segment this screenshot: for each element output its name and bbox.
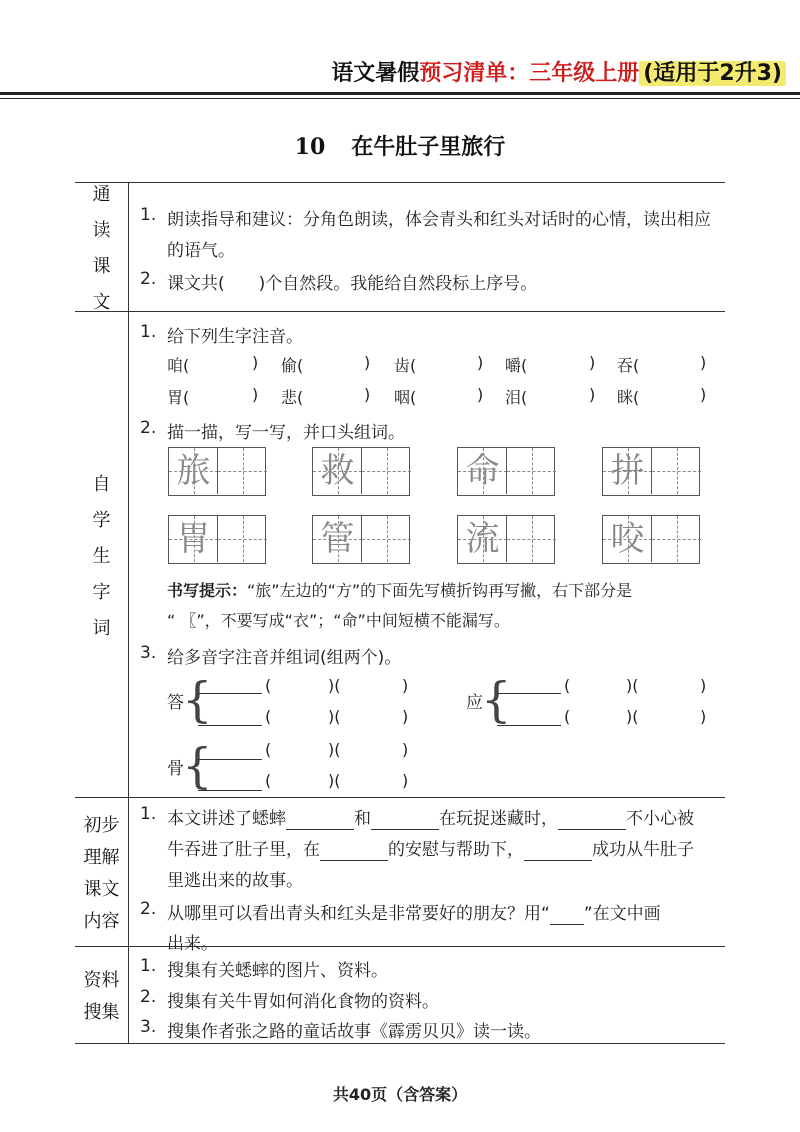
pinyin-char: 咽( [394, 388, 417, 407]
pinyin-char: 齿( [394, 356, 417, 375]
pinyin-paren: ) [402, 676, 409, 695]
item-number: 3. [140, 1017, 157, 1037]
pinyin-paren: ( [265, 707, 272, 726]
pinyin-paren: ) [252, 353, 259, 372]
page-footer: 共40页（含答案） [332, 1085, 468, 1104]
item-number: 2. [140, 418, 157, 438]
writing-grid[interactable] [168, 447, 266, 496]
writing-grid[interactable] [602, 515, 700, 564]
item-number: 1. [140, 956, 157, 976]
answer-blank[interactable] [550, 904, 584, 925]
writing-grid[interactable] [312, 515, 410, 564]
trace-character: 拼 [610, 451, 645, 491]
table-bottom-line [75, 1043, 725, 1044]
section-label-research: 资料 搜集 [83, 970, 120, 1023]
friendship-question-line2: 出来。 [167, 934, 218, 954]
section-label-read: 通 读 课 文 [92, 184, 111, 313]
trace-instruction: 描一描，写一写，并口头组词。 [167, 423, 405, 443]
pinyin-paren: ) [364, 353, 371, 372]
research-item: 搜集有关蟋蟀的图片、资料。 [167, 961, 388, 981]
pinyin-paren: ) [252, 385, 259, 404]
trace-character: 咬 [610, 519, 645, 559]
answer-blank[interactable] [198, 776, 262, 791]
writing-tip-line2: “ 〖”，不要写成“衣”；“命”中间短横不能漏写。 [167, 611, 510, 630]
pinyin-paren: ) [589, 353, 596, 372]
trace-character: 流 [465, 519, 500, 559]
pinyin-paren: ) [589, 385, 596, 404]
pinyin-paren: )( [626, 707, 639, 726]
trace-character: 胃 [176, 519, 211, 559]
pinyin-paren: ) [700, 385, 707, 404]
paragraph-count-question: 课文共( )个自然段。我能给自然段标上序号。 [167, 274, 538, 294]
pinyin-char: 咱( [167, 356, 190, 375]
answer-blank[interactable] [558, 809, 626, 830]
item-number: 1. [140, 205, 157, 225]
pinyin-char: 眯( [617, 388, 640, 407]
pinyin-paren: ( [265, 676, 272, 695]
item-number: 2. [140, 987, 157, 1007]
pinyin-paren: ) [700, 353, 707, 372]
pinyin-char: 胃( [167, 388, 190, 407]
story-summary-line3: 里逃出来的故事。 [167, 871, 303, 891]
section-label-understanding: 初步 理解 课文 内容 [83, 815, 120, 932]
section-label-characters: 自 学 生 字 词 [92, 473, 111, 639]
pinyin-paren: ) [402, 740, 409, 759]
header-rule-thick [0, 92, 800, 95]
pinyin-paren: )( [626, 676, 639, 695]
pinyin-paren: ( [265, 771, 272, 790]
pinyin-char: 偷( [281, 356, 304, 375]
reading-guidance-line2: 的语气。 [167, 241, 235, 261]
lesson-name: 在牛肚子里旅行 [351, 134, 506, 160]
reading-guidance-line1: 朗读指导和建议：分角色朗读，体会青头和红头对话时的心情，读出相应 [167, 210, 711, 230]
pinyin-paren: ) [402, 771, 409, 790]
writing-grid[interactable] [602, 447, 700, 496]
answer-blank[interactable] [198, 745, 262, 760]
answer-blank[interactable] [198, 679, 262, 694]
polyphone-char: 应 [466, 693, 483, 713]
lesson-number: 10 [294, 134, 326, 160]
research-item: 搜集有关牛胃如何消化食物的资料。 [167, 992, 439, 1012]
trace-character: 救 [320, 451, 355, 491]
pinyin-paren: ) [700, 676, 707, 695]
brace-icon: { [182, 672, 213, 728]
pinyin-paren: ) [477, 385, 484, 404]
header-rule-thin [0, 98, 800, 99]
item-number: 2. [140, 269, 157, 289]
writing-grid[interactable] [168, 515, 266, 564]
item-number: 3. [140, 643, 157, 663]
brace-icon: { [481, 672, 512, 728]
header-part1: 语文暑假 [331, 61, 420, 86]
pinyin-char: 泪( [505, 388, 528, 407]
research-item: 搜集作者张之路的童话故事《霹雳贝贝》读一读。 [167, 1022, 541, 1042]
answer-blank[interactable] [320, 840, 388, 861]
header-title [331, 56, 786, 87]
polyphone-instruction: 给多音字注音并组词(组两个)。 [167, 648, 402, 668]
story-summary-line1: 本文讲述了蟋蟀 和 在玩捉迷藏时， 不小心被 [167, 809, 694, 829]
pinyin-instruction: 给下列生字注音。 [167, 327, 303, 347]
table-divider-2 [75, 797, 725, 798]
pinyin-char: 悲( [281, 388, 304, 407]
story-summary-line2: 牛吞进了肚子里，在 的安慰与帮助下， 成功从牛肚子 [167, 840, 694, 860]
pinyin-paren: ( [265, 740, 272, 759]
writing-tip-label: 书写提示： [167, 581, 248, 600]
pinyin-paren: )( [328, 740, 341, 759]
pinyin-paren: ) [477, 353, 484, 372]
item-number: 1. [140, 804, 157, 824]
pinyin-paren: )( [328, 676, 341, 695]
brace-icon: { [182, 738, 213, 794]
table-top-line [75, 182, 725, 183]
polyphone-char: 骨 [167, 759, 184, 779]
pinyin-paren: ( [564, 676, 571, 695]
item-number: 1. [140, 322, 157, 342]
pinyin-char: 吞( [617, 356, 640, 375]
polyphone-char: 答 [167, 693, 184, 713]
answer-blank[interactable] [524, 840, 592, 861]
pinyin-paren: )( [328, 771, 341, 790]
pinyin-paren: ) [364, 385, 371, 404]
writing-tip-line1 [167, 578, 632, 601]
pinyin-char: 嚼( [505, 356, 528, 375]
header-part2: 预习清单：三年级上册 [419, 61, 640, 86]
table-divider-1 [75, 311, 725, 312]
pinyin-paren: ) [700, 707, 707, 726]
answer-blank[interactable] [286, 809, 354, 830]
pinyin-paren: )( [328, 707, 341, 726]
answer-blank[interactable] [497, 679, 561, 694]
writing-grid[interactable] [457, 515, 555, 564]
header-badge: (适用于2升3) [639, 61, 786, 86]
trace-character: 旅 [176, 451, 211, 491]
answer-blank[interactable] [371, 809, 439, 830]
answer-blank[interactable] [198, 711, 262, 726]
item-number: 2. [140, 899, 157, 919]
friendship-question-line1: 从哪里可以看出青头和红头是非常要好的朋友？用“ ”在文中画 [167, 904, 661, 924]
table-column-divider [128, 183, 129, 1043]
writing-grid[interactable] [312, 447, 410, 496]
pinyin-paren: ( [564, 707, 571, 726]
lesson-title [0, 130, 800, 161]
writing-grid[interactable] [457, 447, 555, 496]
pinyin-paren: ) [402, 707, 409, 726]
trace-character: 命 [465, 451, 500, 491]
trace-character: 管 [320, 519, 355, 559]
writing-tip-text: “旅”左边的“方”的下面先写横折钩再写撇，右下部分是 [247, 581, 633, 600]
answer-blank[interactable] [497, 711, 561, 726]
